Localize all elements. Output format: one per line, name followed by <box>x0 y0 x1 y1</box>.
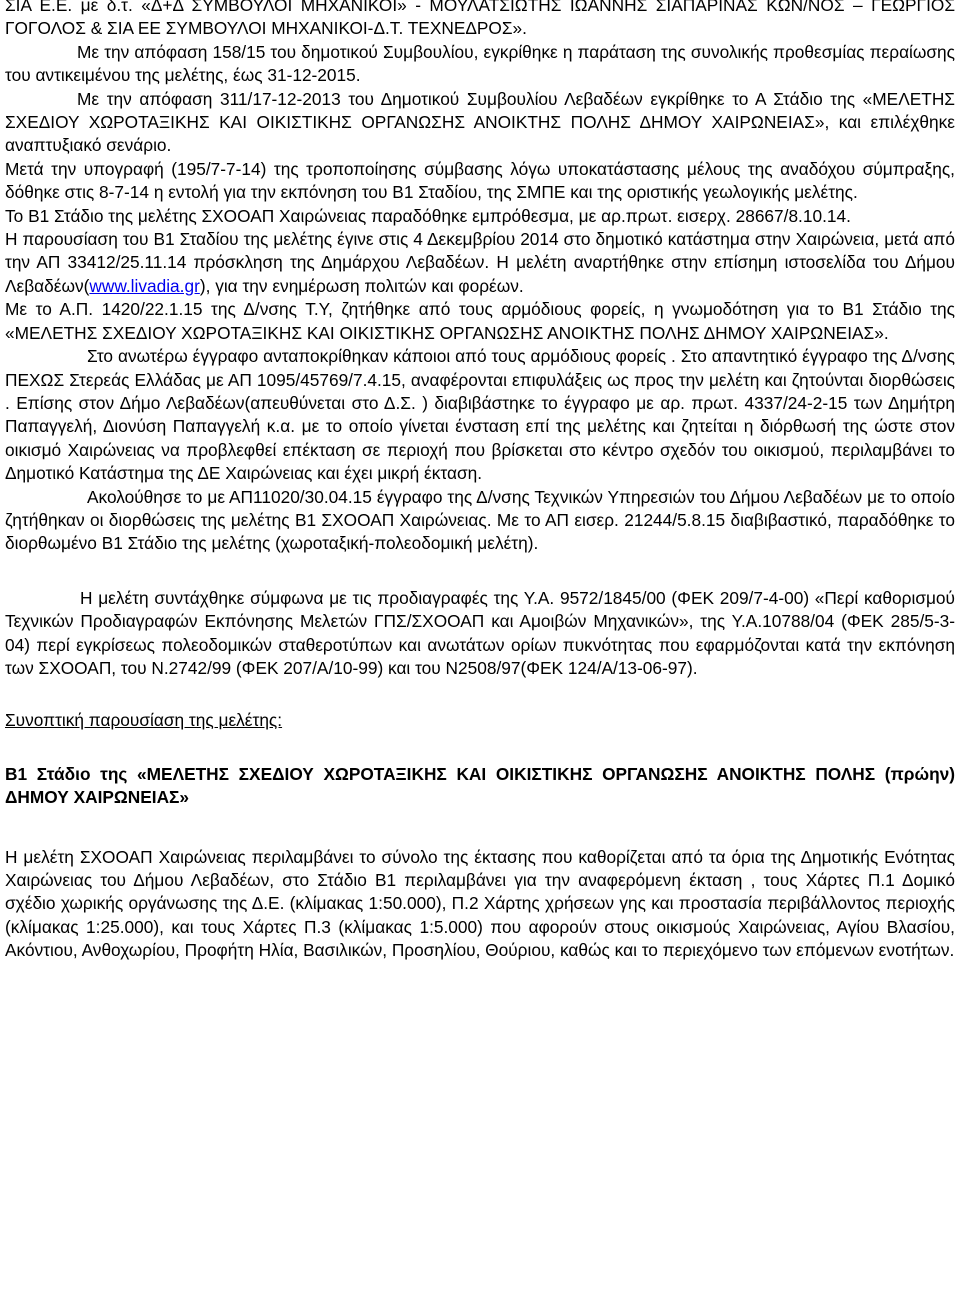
paragraph-presentation <box>5 228 955 298</box>
paragraph-stage-a-approval: Με την απόφαση 311/17-12-2013 του Δημοτικού Συμβουλίου Λεβαδέων εγκρίθηκε το Α Στάδιο της «ΜΕΛΕΤΗΣ ΣΧΕΔΙΟΥ ΧΩΡΟΤΑΞΙΚΗΣ ΚΑΙ ΟΙΚΙΣΤΙΚΗΣ ΟΡΓΑΝΩΣΗΣ ΑΝΟΙΚΤΗΣ ΠΟΛΗΣ ΔΗΜΟΥ ΧΑΙΡΩΝΕΙΑΣ», και επιλέχθηκε αναπτυξιακό σενάριο. <box>5 88 955 156</box>
paragraph-contract-modification: Μετά την υπογραφή (195/7-7-14) της τροποποίησης σύμβασης λόγω υποκατάστασης μέλους της αναδόχου σύμπραξης, δόθηκε στις 8-7-14 η εντολή για την εκπόνηση του Β1 Σταδίου, της ΣΜΠΕ και της οριστικής γεωλογικής μελέτης. <box>5 158 955 203</box>
website-link[interactable]: www.livadia.gr <box>89 275 200 296</box>
paragraph-corrections: Ακολούθησε το με ΑΠ11020/30.04.15 έγγραφο της Δ/νσης Τεχνικών Υπηρεσιών του Δήμου Λεβαδέων με το οποίο ζητήθηκαν οι διορθώσεις της μελέτης Β1 ΣΧΟΟΑΠ Χαιρώνειας. Με το ΑΠ εισερ. 21244/5.8.15 διαβιβαστικό, παραδόθηκε το διορθωμένο Β1 Στάδιο της μελέτης (χωροταξική-πολεοδομική μελέτη). <box>5 486 955 554</box>
section-heading: Συνοπτική παρουσίαση της μελέτης: <box>5 710 283 731</box>
paragraph-responses: Στο ανωτέρω έγγραφο ανταποκρίθηκαν κάποιοι από τους αρμόδιους φορείς . Στο απαντητικό έγγραφο της Δ/νσης ΠΕΧΩΣ Στερεάς Ελλάδας με ΑΠ 1095/45769/7.4.15, αναφέρονται επιφυλάξεις ως προς την μελέτη και ζητούνται διορθώσεις . Επίσης στον Δήμο Λεβαδέων(απευθύνεται στο Δ.Σ. ) διαβιβάστηκε το έγγραφο με αρ. πρωτ. 4337/24-2-15 των Δημήτρη Παπαγγελή, Διονύση Παπαγγελή κ.α. με το οποίο γίνεται ένσταση επί της μελέτης και ζητείται η διόρθωσή της ώστε στον οικισμό Χαιρώνειας να προβλεφθεί επέκταση σε περιοχή που βρίσκεται στο κέντρο σχεδόν του οικισμού, περιλαμβάνει το Δημοτικό Κατάστημα της ΔΕ Χαιρώνειας και έχει μικρή έκταση. <box>5 346 955 484</box>
presentation-text-end: ), για την ενημέρωση πολιτών και φορέων. <box>199 275 524 296</box>
paragraph-contractor: ΣΙΑ Ε.Ε. με δ.τ. «Δ+Δ ΣΥΜΒΟΥΛΟΙ ΜΗΧΑΝΙΚΟΙ» - ΜΟΥΛΑΤΣΙΩΤΗΣ ΙΩΑΝΝΗΣ ΣΙΑΠΑΡΙΝΑΣ ΚΩΝ/ΝΟΣ – ΓΕΩΡΓΙΟΣ ΓΟΓΟΛΟΣ & ΣΙΑ ΕΕ ΣΥΜΒΟΥΛΟΙ ΜΗΧΑΝΙΚΟΙ-Δ.Τ. ΤΕΧΝΕΔΡΟΣ». <box>5 0 955 39</box>
document-body <box>5 0 955 963</box>
study-title: Β1 Στάδιο της «ΜΕΛΕΤΗΣ ΣΧΕΔΙΟΥ ΧΩΡΟΤΑΞΙΚΗΣ ΚΑΙ ΟΙΚΙΣΤΙΚΗΣ ΟΡΓΑΝΩΣΗΣ ΑΝΟΙΚΤΗΣ ΠΟΛΗΣ (πρώην) ΔΗΜΟΥ ΧΑΙΡΩΝΕΙΑΣ» <box>5 763 955 808</box>
paragraph-delivery: Το Β1 Στάδιο της μελέτης ΣΧΟΟΑΠ Χαιρώνειας παραδόθηκε εμπρόθεσμα, με αρ.πρωτ. εισερχ. 28667/8.10.14. <box>5 205 851 226</box>
paragraph-opinion-request: Με το Α.Π. 1420/22.1.15 της Δ/νσης Τ.Υ, ζητήθηκε από τους αρμόδιους φορείς, η γνωμοδότηση για το Β1 Στάδιο της «ΜΕΛΕΤΗΣ ΣΧΕΔΙΟΥ ΧΩΡΟΤΑΞΙΚΗΣ ΚΑΙ ΟΙΚΙΣΤΙΚΗΣ ΟΡΓΑΝΩΣΗΣ ΑΝΟΙΚΤΗΣ ΠΟΛΗΣ ΔΗΜΟΥ ΧΑΙΡΩΝΕΙΑΣ». <box>5 299 955 343</box>
paragraph-specifications: Η μελέτη συντάχθηκε σύμφωνα με τις προδιαγραφές της Υ.Α. 9572/1845/00 (ΦΕΚ 209/7-4-00) «Περί καθορισμού Τεχνικών Προδιαγραφών Εκπόνησης Μελετών ΓΠΣ/ΣΧΟΟΑΠ και Αμοιβών Μηχανικών», της Υ.Α.10788/04 (ΦΕΚ 285/5-3-04) περί εγκρίσεως πολεοδομικών σταθεροτύπων και ανωτάτων ορίων πυκνότητας που εφαρμόζονται κατά την εκπόνηση των ΣΧΟΟΑΠ, του Ν.2742/99 (ΦΕΚ 207/Α/10-99) και του Ν2508/97(ΦΕΚ 124/Α/13-06-97). <box>5 587 955 678</box>
paragraph-study-summary: Η μελέτη ΣΧΟΟΑΠ Χαιρώνειας περιλαμβάνει το σύνολο της έκτασης που καθορίζεται από τα όρια της Δημοτικής Ενότητας Χαιρώνειας του Δήμου Λεβαδέων, στο Στάδιο Β1 περιλαμβάνει για την αναφερόμενη έκταση , τους Χάρτες Π.1 Δομικό σχέδιο χωρικής οργάνωσης της Δ.Ε. (κλίμακας 1:50.000), Π.2 Χάρτης χρήσεων γης και προστασία περιβάλλοντος περιοχής (κλίμακας 1:25.000), και τους Χάρτες Π.3 (κλίμακας 1:5.000) που αφορούν στους οικισμούς Χαιρώνειας, Αγίου Βλασίου, Ακόντιου, Ανθοχωρίου, Προφήτη Ηλία, Βασιλικών, Προσηλίου, Θούριου, καθώς και το περιεχόμενο των επόμενων ενοτήτων. <box>5 846 955 961</box>
presentation-text: Η παρουσίαση του Β1 Σταδίου της μελέτης έγινε στις 4 Δεκεμβρίου 2014 στο δημοτικό κατάστημα στην Χαιρώνεια, μετά από την ΑΠ 33412/25.11.14 πρόσκληση της Δημάρχου Λεβαδέων. Η μελέτη αναρτήθηκε στην επίσημη ιστοσελίδα του Δήμου Λεβαδέων( <box>5 229 955 296</box>
paragraph-extension: Με την απόφαση 158/15 του δημοτικού Συμβουλίου, εγκρίθηκε η παράταση της συνολικής προθεσμίας περαίωσης του αντικειμένου της μελέτης, έως 31-12-2015. <box>5 41 955 86</box>
